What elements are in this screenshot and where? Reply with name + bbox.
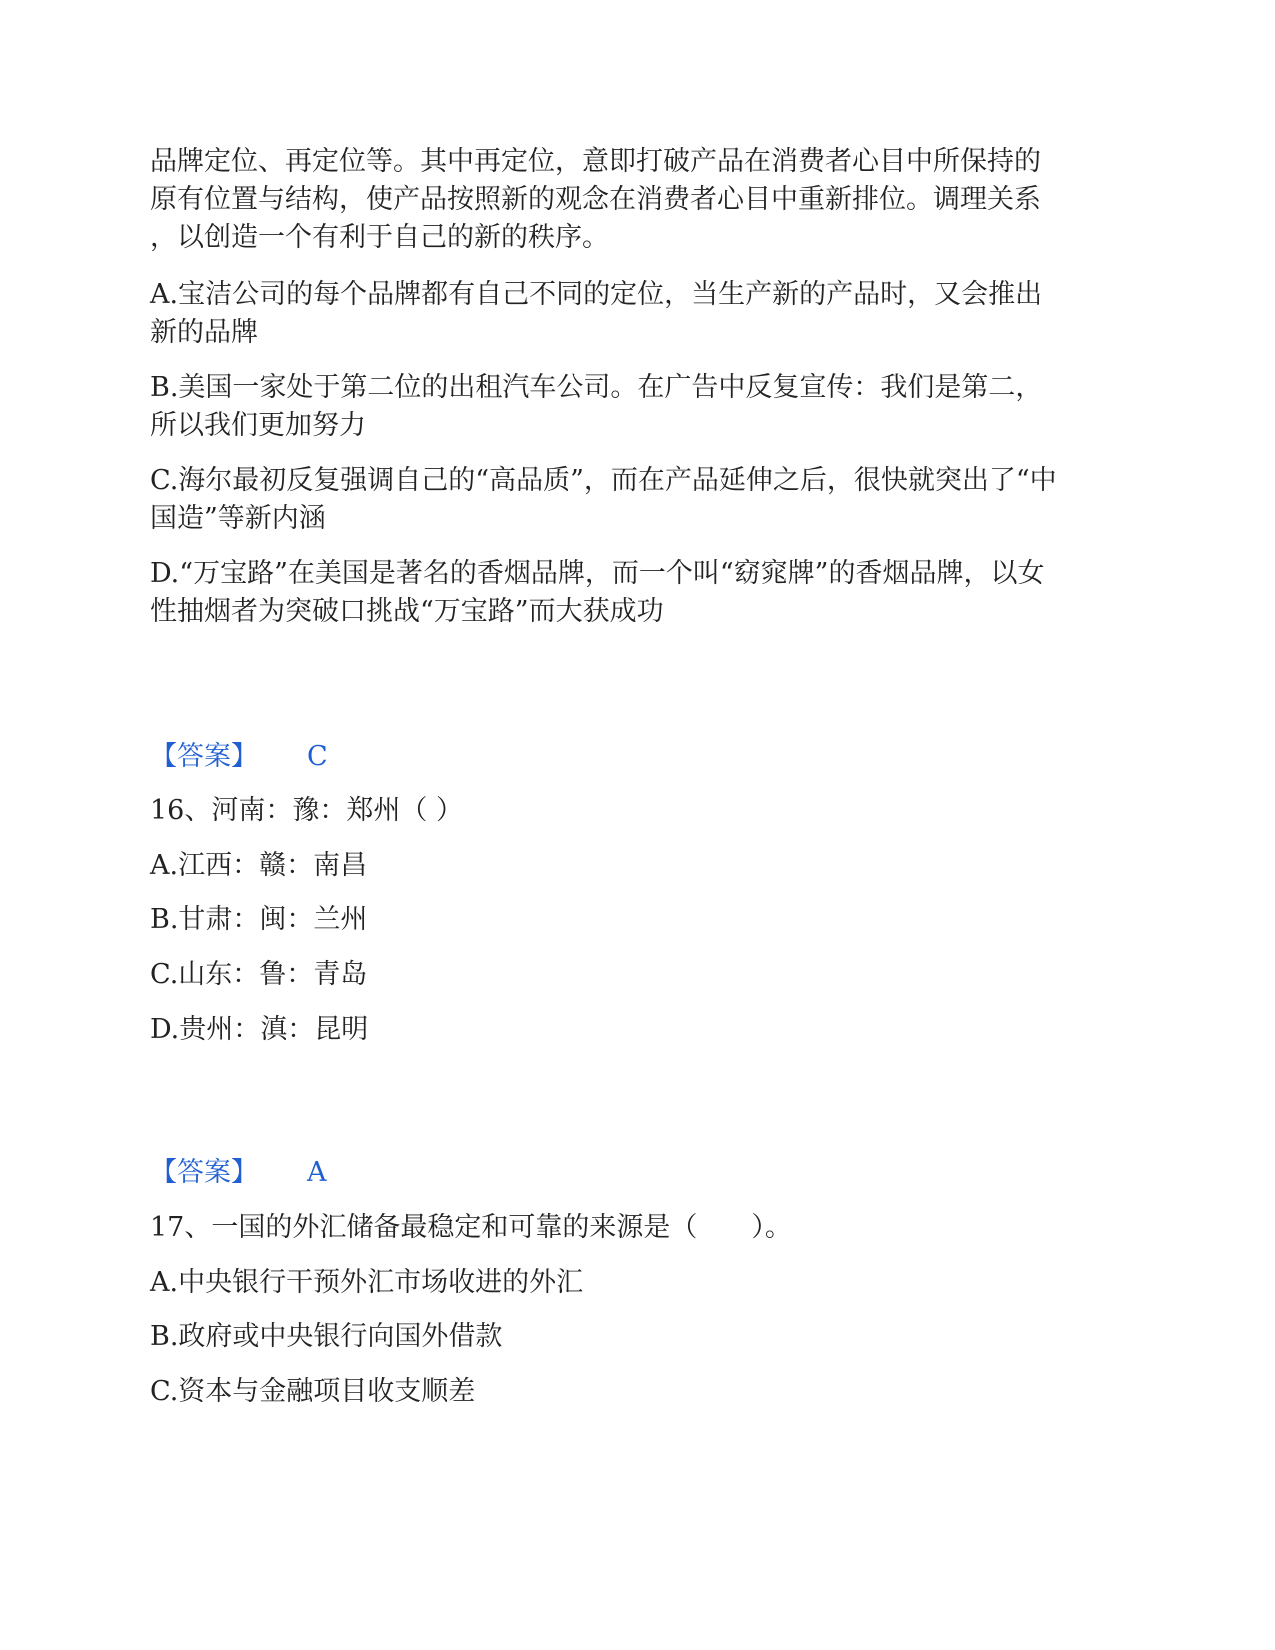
answer-value: A [307,1157,327,1188]
q15-option-d-line1: D.“万宝路”在美国是著名的香烟品牌，而一个叫“窈窕牌”的香烟品牌，以女 [150,558,1045,589]
q16-question: 16、河南：豫：郑州（ ） [150,795,463,826]
q15-option-a-line2: 新的品牌 [150,317,258,348]
answer-label: 【答案】 [150,1157,258,1188]
intro-line-3: ，以创造一个有利于自己的新的秩序。 [150,222,609,253]
q17-option-a: A.中央银行干预外汇市场收进的外汇 [150,1267,584,1298]
q16-option-a: A.江西：赣：南昌 [150,850,368,881]
q17-question: 17、一国的外汇储备最稳定和可靠的来源是（ ）。 [150,1212,792,1243]
q15-option-a-line1: A.宝洁公司的每个品牌都有自己不同的定位，当生产新的产品时，又会推出 [150,279,1043,310]
q15-option-b-line1: B.美国一家处于第二位的出租汽车公司。在广告中反复宣传：我们是第二， [150,372,1043,403]
q17-option-c: C.资本与金融项目收支顺差 [150,1376,476,1407]
q15-option-d-line2: 性抽烟者为突破口挑战“万宝路”而大获成功 [150,596,664,627]
intro-line-1: 品牌定位、再定位等。其中再定位，意即打破产品在消费者心目中所保持的 [150,146,1041,177]
q16-option-c: C.山东：鲁：青岛 [150,959,368,990]
answer-label: 【答案】 [150,741,258,772]
q15-option-b-line2: 所以我们更加努力 [150,410,366,441]
answer-16 [150,1154,1130,1192]
q16-option-d: D.贵州：滇：昆明 [150,1014,369,1045]
q15-option-c-line1: C.海尔最初反复强调自己的“高品质”，而在产品延伸之后，很快就突出了“中 [150,465,1057,496]
q17-option-b: B.政府或中央银行向国外借款 [150,1321,503,1352]
q15-option-c-line2: 国造”等新内涵 [150,503,326,534]
intro-line-2: 原有位置与结构，使产品按照新的观念在消费者心目中重新排位。调理关系 [150,184,1041,215]
answer-15 [150,738,1130,776]
answer-value: C [307,741,328,772]
q16-option-b: B.甘肃：闽：兰州 [150,904,368,935]
